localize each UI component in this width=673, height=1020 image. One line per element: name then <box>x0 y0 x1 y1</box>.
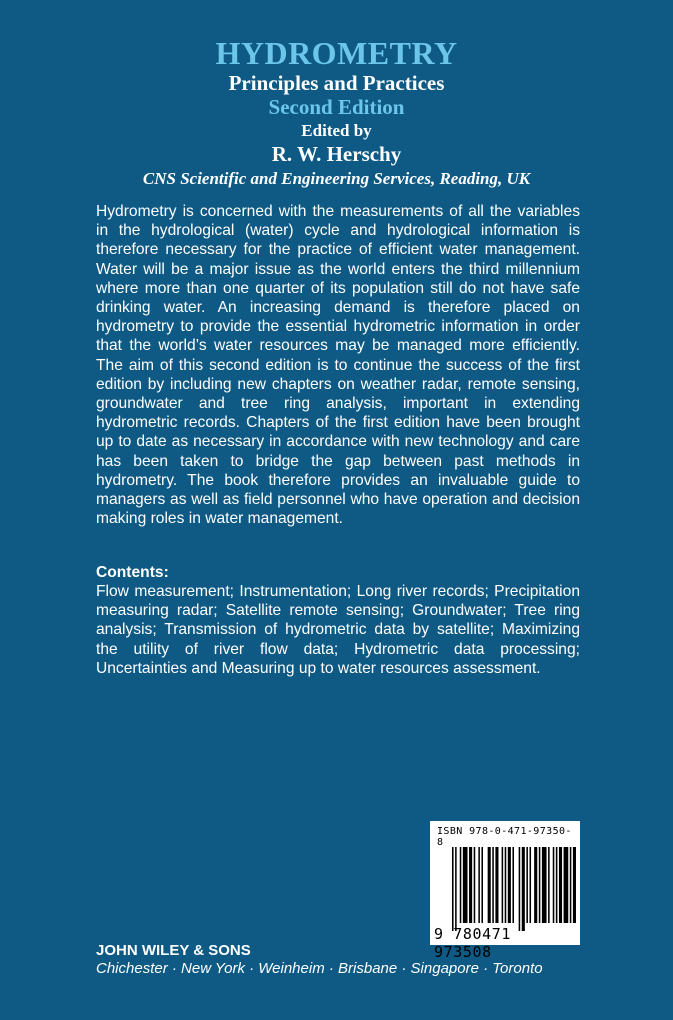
editor-name: R. W. Herschy <box>271 142 402 166</box>
book-subtitle: Principles and Practices <box>228 71 445 95</box>
book-description: Hydrometry is concerned with the measurements of all the variables in the hydrological (water) cycle and hydrological information is therefore necessary for the practice of efficient water management. Water will be a major issue as the world enters the third millennium where more than one quarter of its population still do not have safe drinking water. An increasing demand is therefore placed on hydrometry to provide the essential hydrometric information in order that the world’s water resources may be managed more efficiently. The aim of this second edition is to continue the success of the first edition by including new chapters on weather radar, remote sensing, groundwater and tree ring analysis, important in extending hydrometric records. Chapters of the first edition have been brought up to date as necessary in accordance with new technology and care has been taken to bridge the gap between past methods in hydrometry. The book therefore provides an invaluable guide to managers as well as field personnel who have operation and decision making roles in water management. <box>96 203 580 528</box>
cover-header <box>0 34 673 190</box>
barcode-bar <box>460 847 462 923</box>
edition-label: Second Edition <box>268 95 405 119</box>
barcode-bar <box>474 847 476 923</box>
barcode-bar <box>495 847 498 923</box>
barcode-bar <box>519 847 521 931</box>
isbn-barcode <box>430 821 580 961</box>
publisher-name: JOHN WILEY & SONS <box>96 942 251 959</box>
barcode-bar <box>508 847 511 923</box>
barcode-bar <box>481 847 483 923</box>
barcode-bar <box>469 847 472 923</box>
edited-by-label: Edited by <box>301 121 372 140</box>
contents-list: Flow measurement; Instrumentation; Long river records; Precipitation measuring radar; Satellite remote sensing; Groundwater; Tree ring analysis; Transmission of hydrometric data by satellite; Maximizing the utility of river flow data; Hydrometric data processing; Uncertainties and Measuring up to water resources assessment. <box>96 583 580 677</box>
barcode-bar <box>488 847 491 923</box>
barcode-bar <box>492 847 494 923</box>
barcode-bar <box>526 847 528 923</box>
isbn-label: ISBN 978-0-471-97350-8 <box>437 826 572 848</box>
barcode-bar <box>502 847 504 923</box>
barcode-bar <box>570 847 572 923</box>
barcode-bar <box>564 847 569 923</box>
barcode-bar <box>463 847 468 923</box>
barcode-bar <box>512 847 514 923</box>
contents-heading: Contents: <box>96 564 169 581</box>
barcode-bar <box>522 847 525 931</box>
barcode-bar <box>556 847 558 923</box>
barcode-bar <box>478 847 480 923</box>
barcode-bar <box>455 847 457 931</box>
barcode-bar <box>534 847 537 923</box>
barcode-digits: 9 780471 973508 <box>434 925 512 961</box>
barcode-bar <box>530 847 532 923</box>
barcode-bar <box>573 847 576 923</box>
barcode-bar <box>559 847 562 923</box>
barcode-bar <box>452 847 454 931</box>
barcode-bar <box>539 847 541 923</box>
barcode-bar <box>542 847 547 923</box>
editor-affiliation: CNS Scientific and Engineering Services, Reading, UK <box>142 169 531 188</box>
publisher-cities: Chichester · New York · Weinheim · Brisbane · Singapore · Toronto <box>96 960 543 977</box>
barcode-bar <box>505 847 507 923</box>
barcode-bar <box>553 847 555 923</box>
barcode-bar <box>548 847 550 923</box>
book-title: HYDROMETRY <box>215 35 458 71</box>
